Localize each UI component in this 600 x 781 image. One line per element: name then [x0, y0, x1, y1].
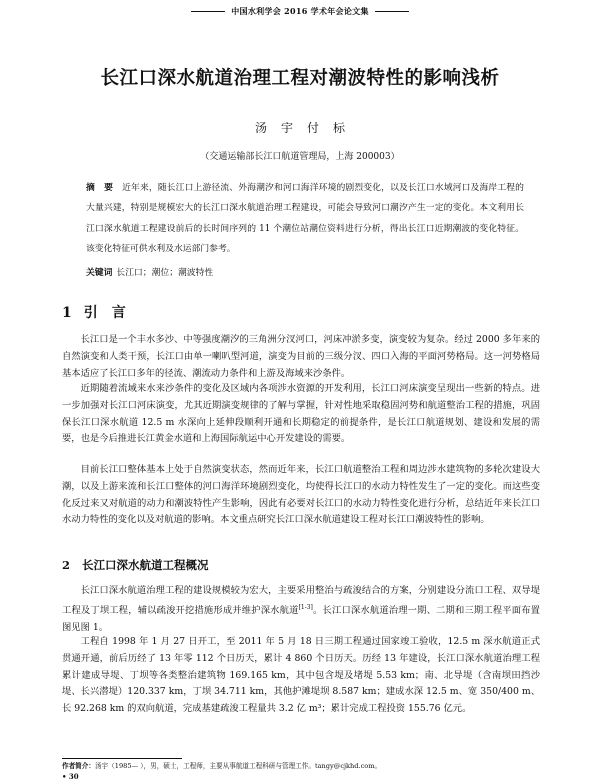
footnote-text: 汤宇（1985— ），男，硕士，工程师，主要从事航道工程科研与管理工作。tangy@cjkhd.com。 — [94, 762, 382, 770]
overview-paragraph-1-tail: 。长江口深水航道治理一期、二期和三期工程平面布置图见图 1。 — [62, 604, 540, 633]
overview-paragraph-1 — [62, 583, 540, 636]
citation-ref: [1-3] — [298, 603, 313, 611]
author-name: 汤宇付标 — [254, 121, 359, 135]
author-affiliation: （交通运输部长江口航道管理局，上海 200003） — [200, 152, 400, 162]
abstract — [86, 178, 524, 259]
intro-paragraph-2: 近期随着流域来水来沙条件的变化及区域内各项涉水资源的开发利用，长江口河床演变呈现出一些新的特点。进一步加强对长江口河床演变，尤其近期演变规律的了解与掌握，针对性地采取稳固河势和航道整治工程的措施，巩固保长江口深水航道 12.5 m 水深向上延伸段顺利开通和长期稳定的前提条件，是长江口航道规划、建设和发展的需要，也是今后推进长江黄金水道和上海国际航运中心开发建设的需要。 — [62, 383, 540, 445]
abstract-text: 近年来，随长江口上游径流、外海潮汐和河口海洋环境的剧烈变化，以及长江口水域河口及海岸工程的大量兴建，特别是规模宏大的长江口深水航道治理工程建设，可能会导致河口潮汐产生一定的变化。本文利用长江口深水航道工程建设前后的长时间序列的 11 个潮位站潮位资料进行分析，得出长江口近期潮波的变化特征。该变化特征可供水利及水运部门参考。 — [86, 183, 524, 254]
running-head-text: 中国水利学会 2016 学术年会论文集 — [231, 6, 369, 16]
intro-paragraph-1: 长江口是一个丰水多沙、中等强度潮汐的三角洲分汊河口，河床冲淤多变，演变较为复杂。经过 2000 多年来的自然演变和人类干预，长江口由单一喇叭型河道，演变为目前的三级分汊、四口入海的平面河势格局。这一河势格局基本适应了长江口多年的径流、潮流动力条件和上游及海域来沙条件。 — [62, 334, 540, 379]
keywords-label: 关键词 — [86, 268, 113, 278]
keywords-text: 长江口；潮位；潮波特性 — [116, 268, 214, 278]
footnote-label: 作者简介： — [62, 762, 95, 770]
running-head-rule-left — [191, 11, 225, 13]
keywords — [86, 266, 524, 280]
section-number: 1 — [62, 305, 72, 321]
overview-paragraph-1-text: 长江口深水航道治理工程的建设规模较为宏大，主要采用整治与疏浚结合的方案，分别建设分流口工程、双导堤工程及丁坝工程，辅以疏浚开挖措施形成并维护深水航道 — [62, 585, 540, 616]
author-footnote — [62, 761, 540, 771]
page-number-value: 30 — [68, 772, 79, 781]
intro-paragraph-3: 目前长江口整体基本上处于自然演变状态，然而近年来，长江口航道整治工程和周边涉水建筑物的多轮次建设大潮，以及上游来流和长江口整体的河口海洋环境剧烈变化，均使得长江口的水动力特性发生了一定的变化。而这些变化反过来又对航道的动力和潮波特性产生影响，因此有必要对长江口的水动力特性变化进行分析，总结近年来长江口水动力特性的变化以及对航道的影响。本文重点研究长江口深水航道建设工程对长江口潮波特性的影响。 — [62, 464, 540, 526]
abstract-label: 摘 要 — [86, 183, 117, 193]
section-title: 长江口深水航道工程概况 — [82, 558, 209, 572]
section-title: 引言 — [83, 305, 140, 321]
footnote-rule — [62, 758, 182, 759]
section-heading-project-overview — [62, 557, 209, 573]
page-number: • 30 — [62, 772, 79, 781]
section-number: 2 — [62, 558, 71, 572]
running-head — [0, 6, 600, 17]
running-head-rule-right — [375, 11, 409, 13]
paper-title: 长江口深水航道治理工程对潮波特性的影响浅析 — [100, 68, 500, 89]
overview-paragraph-2: 工程自 1998 年 1 月 27 日开工，至 2011 年 5 月 18 日三期工程通过国家竣工验收，12.5 m 深水航道正式贯通开通，前后历经了 13 年零 112 个日历天，累计 4 860 个日历天。历经 13 年建设，长江口深水航道治理工程累计建成导堤、丁坝等各类整治建筑物 169.165 km，其中包含堤及堵堤 5.53 km；南、北导堤（含南坝田挡沙堤、长兴潜堤）120.337 km，丁坝 34.711 km，其他护滩堤坝 8.587 km；建成水深 12.5 m、宽 350/400 m、长 92.268 km 的双向航道，完成基建疏浚工程量共 3.2 亿 m³；累计完成工程投资 155.76 亿元。 — [62, 636, 540, 715]
section-heading-introduction — [62, 302, 140, 322]
